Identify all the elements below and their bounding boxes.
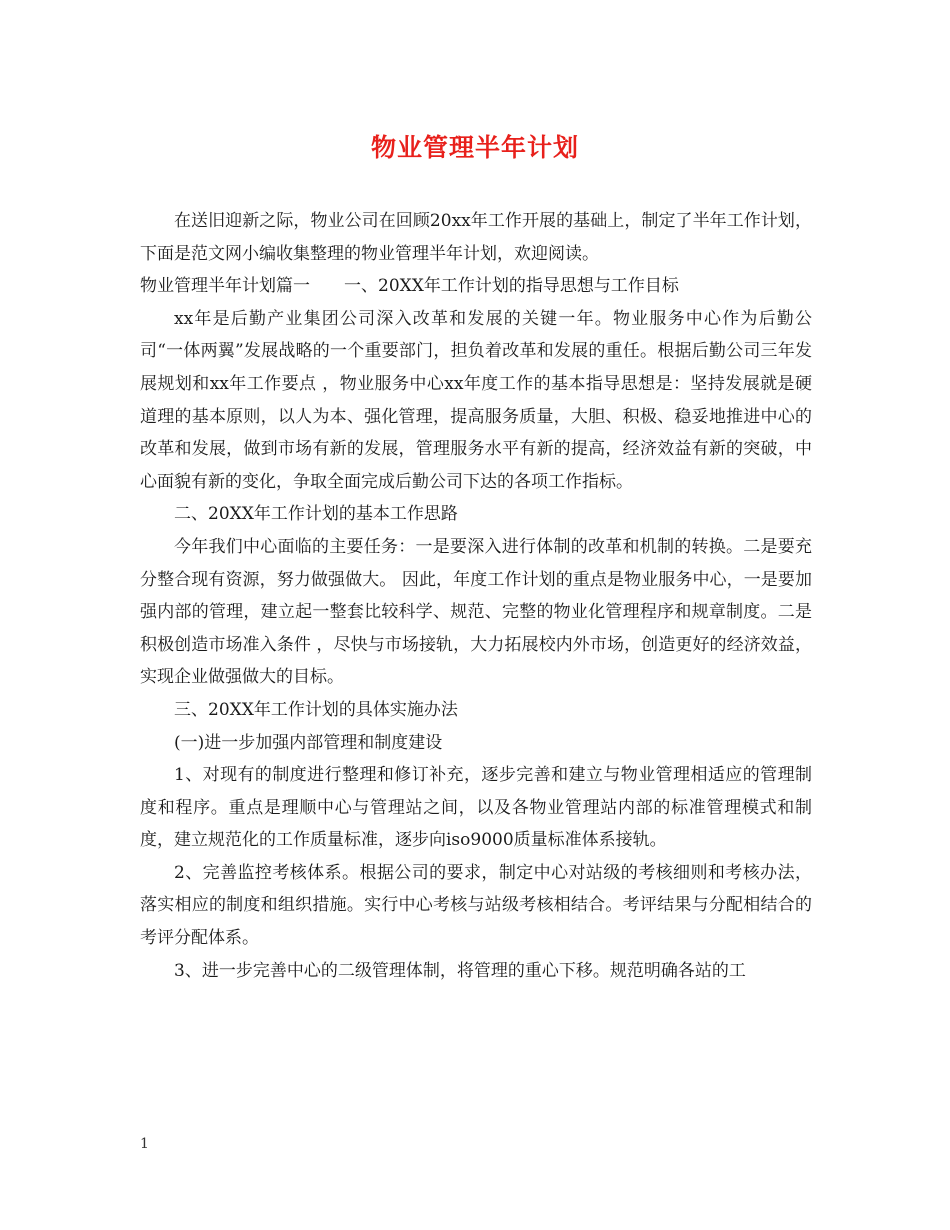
heading-implementation: 三、20XX年工作计划的具体实施办法 <box>174 699 458 720</box>
paragraph-section-heading: 物业管理半年计划篇一 一、20XX年工作计划的指导思想与工作目标 <box>140 276 679 297</box>
paragraph-item-2: 2、完善监控考核体系。根据公司的要求，制定中心对站级的考核细则和考核办法，落实相应的制度和组织措施。实行中心考核与站级考核相结合。考评结果与分配相结合的考评分配体系。 <box>140 862 812 949</box>
paragraph-guiding-ideas: xx年是后勤产业集团公司深入改革和发展的关键一年。物业服务中心作为后勤公司“一体两翼”发展战略的一个重要部门，担负着改革和发展的重任。根据后勤公司三年发展规划和xx年工作要点 ，物业服务中心xx年度工作的基本指导思想是：坚持发展就是硬道理的基本原则，以人为本、强化管理，提高服务质量，大胆、积极、稳妥地推进中心的改革和发展，做到市场有新的发展，管理服务水平有新的提高，经济效益有新的突破，中心面貌有新的变化，争取全面完成后勤公司下达的各项工作指标。 <box>140 308 812 492</box>
paragraph-item-3: 3、进一步完善中心的二级管理体制，将管理的重心下移。规范明确各站的工 <box>174 960 746 981</box>
heading-basic-approach: 二、20XX年工作计划的基本工作思路 <box>174 504 458 525</box>
page-number: 1 <box>140 1136 149 1152</box>
paragraph-item-1: 1、对现有的制度进行整理和修订补充，逐步完善和建立与物业管理相适应的管理制度和程序。重点是理顺中心与管理站之间，以及各物业管理站内部的标准管理模式和制度，建立规范化的工作质量标准，逐步向iso9000质量标准体系接轨。 <box>140 765 812 851</box>
document-title: 物业管理半年计划 <box>370 133 579 162</box>
paragraph-intro: 在送旧迎新之际，物业公司在回顾20xx年工作开展的基础上，制定了半年工作计划，下面是范文网小编收集整理的物业管理半年计划，欢迎阅读。 <box>140 211 812 264</box>
paragraph-main-tasks: 今年我们中心面临的主要任务：一是要深入进行体制的改革和机制的转换。二是要充分整合现有资源，努力做强做大。 因此，年度工作计划的重点是物业服务中心，一是要加强内部的管理，建立起一整套比较科学、规范、完整的物业化管理程序和规章制度。二是积极创造市场准入条件 ，尽快与市场接轨，大力拓展校内外市场，创造更好的经济效益，实现企业做强做大的目标。 <box>140 536 812 688</box>
document-body <box>140 205 812 987</box>
heading-internal-management: (一)进一步加强内部管理和制度建设 <box>174 732 443 753</box>
